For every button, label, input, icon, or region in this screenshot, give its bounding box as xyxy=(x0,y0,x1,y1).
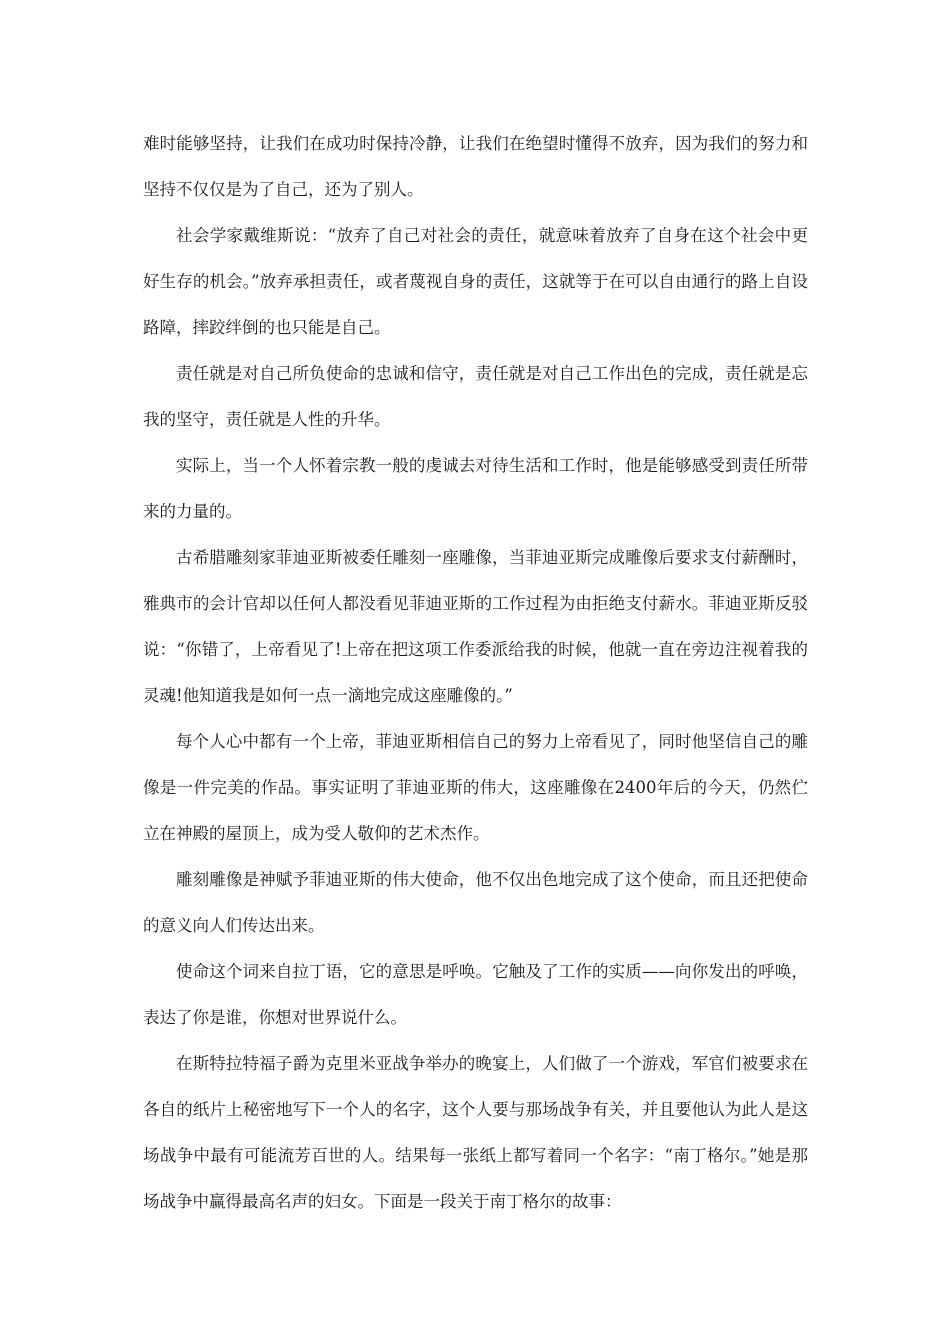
paragraph: 每个人心中都有一个上帝，菲迪亚斯相信自己的努力上帝看见了，同时他坚信自己的雕像是一件完美的作品。事实证明了菲迪亚斯的伟大，这座雕像在2400年后的今天，仍然伫立在神殿的屋顶上，成为受人敬仰的艺术杰作。 xyxy=(143,732,808,843)
paragraph: 在斯特拉特福子爵为克里米亚战争举办的晚宴上，人们做了一个游戏，军官们被要求在各自的纸片上秘密地写下一个人的名字，这个人要与那场战争有关，并且要他认为此人是这场战争中最有可能流芳百世的人。结果每一张纸上都写着同一个名字：“南丁格尔。”她是那场战争中赢得最高名声的妇女。下面是一段关于南丁格尔的故事： xyxy=(143,1054,808,1211)
paragraph: 古希腊雕刻家菲迪亚斯被委任雕刻一座雕像，当菲迪亚斯完成雕像后要求支付薪酬时，雅典市的会计官却以任何人都没看见菲迪亚斯的工作过程为由拒绝支付薪水。菲迪亚斯反驳说：“你错了，上帝看见了!上帝在把这项工作委派给我的时候，他就一直在旁边注视着我的灵魂!他知道我是如何一点一滴地完成这座雕像的。” xyxy=(143,548,808,705)
paragraph: 社会学家戴维斯说：“放弃了自己对社会的责任，就意味着放弃了自身在这个社会中更好生存的机会。”放弃承担责任，或者蔑视自身的责任，这就等于在可以自由通行的路上自设路障，摔跤绊倒的也只能是自己。 xyxy=(143,226,808,337)
paragraph: 难时能够坚持，让我们在成功时保持冷静，让我们在绝望时懂得不放弃，因为我们的努力和坚持不仅仅是为了自己，还为了别人。 xyxy=(143,134,808,199)
paragraph: 使命这个词来自拉丁语，它的意思是呼唤。它触及了工作的实质——向你发出的呼唤，表达了你是谁，你想对世界说什么。 xyxy=(143,962,808,1027)
paragraph: 责任就是对自己所负使命的忠诚和信守，责任就是对自己工作出色的完成，责任就是忘我的坚守，责任就是人性的升华。 xyxy=(143,364,808,429)
paragraph: 实际上，当一个人怀着宗教一般的虔诚去对待生活和工作时，他是能够感受到责任所带来的力量的。 xyxy=(143,456,808,521)
body-text xyxy=(143,121,808,1225)
paragraph: 雕刻雕像是神赋予菲迪亚斯的伟大使命，他不仅出色地完成了这个使命，而且还把使命的意义向人们传达出来。 xyxy=(143,870,808,935)
